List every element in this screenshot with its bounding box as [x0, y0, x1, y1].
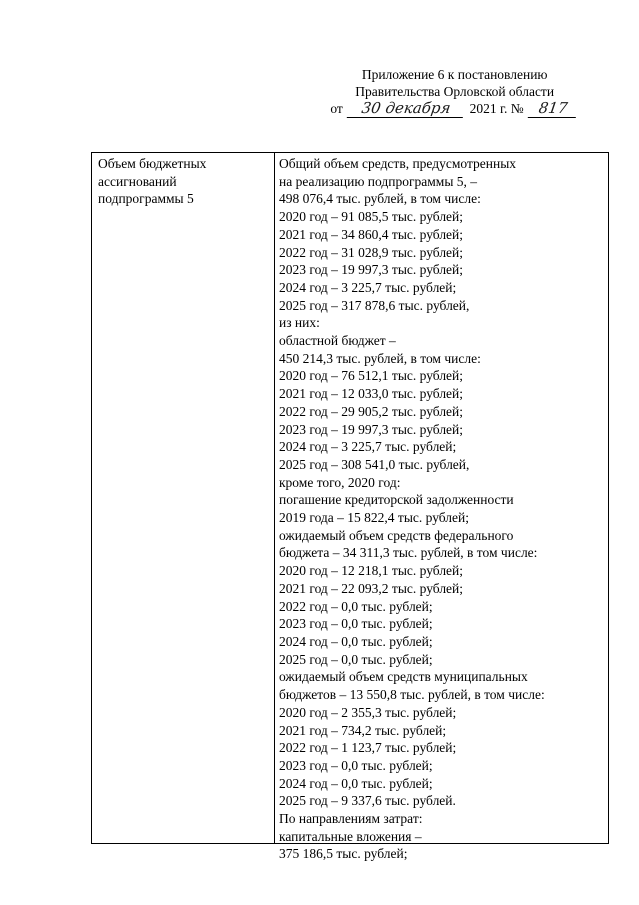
- table-content-line: 2023 год – 19 997,3 тыс. рублей;: [279, 262, 464, 278]
- table-content-line: По направлениям затрат:: [279, 811, 423, 827]
- table-content-line: на реализацию подпрограммы 5, –: [279, 173, 478, 189]
- table-content-line: 2020 год – 2 355,3 тыс. рублей;: [279, 704, 457, 720]
- table-content-line: 2022 год – 1 123,7 тыс. рублей;: [279, 740, 457, 756]
- table-content-line: 2020 год – 91 085,5 тыс. рублей;: [279, 209, 464, 225]
- table-content-line: 2025 год – 317 878,6 тыс. рублей,: [279, 297, 470, 313]
- table-content-line: 2022 год – 29 905,2 тыс. рублей;: [279, 403, 464, 419]
- year-number-label: 2021 г. №: [469, 101, 524, 116]
- handwritten-date: 30 декабря: [347, 100, 466, 118]
- table-content-line: ожидаемый объем средств федерального: [279, 527, 514, 543]
- table-content-line: 2021 год – 734,2 тыс. рублей;: [279, 722, 447, 738]
- table-label-cell: [92, 153, 275, 843]
- table-content-line: 2025 год – 308 541,0 тыс. рублей,: [279, 456, 470, 472]
- resolution-date-line: [330, 100, 579, 118]
- table-content-line: ожидаемый объем средств муниципальных: [279, 669, 528, 685]
- table-content-line: 2021 год – 12 033,0 тыс. рублей;: [279, 386, 464, 402]
- table-content-line: 2020 год – 12 218,1 тыс. рублей;: [279, 563, 464, 579]
- table-label-line: ассигнований: [98, 173, 177, 189]
- table-content-line: 2023 год – 0,0 тыс. рублей;: [279, 616, 433, 632]
- table-content-line: 2024 год – 0,0 тыс. рублей;: [279, 775, 433, 791]
- table-content-line: 2020 год – 76 512,1 тыс. рублей;: [279, 368, 464, 384]
- table-content-line: бюджетов – 13 550,8 тыс. рублей, в том числе:: [279, 687, 545, 703]
- table-content-line: 498 076,4 тыс. рублей, в том числе:: [279, 191, 481, 207]
- table-content-line: Общий объем средств, предусмотренных: [279, 156, 517, 171]
- appendix-header: [330, 66, 579, 118]
- table-content-line: 2021 год – 22 093,2 тыс. рублей;: [279, 580, 464, 596]
- table-content-line: кроме того, 2020 год:: [279, 474, 401, 490]
- table-content-line: 2022 год – 31 028,9 тыс. рублей;: [279, 244, 464, 260]
- table-label-line: подпрограммы 5: [98, 191, 194, 207]
- table-content-line: 450 214,3 тыс. рублей, в том числе:: [279, 350, 481, 366]
- table-content-line: 2024 год – 3 225,7 тыс. рублей;: [279, 439, 457, 455]
- table-content-line: 2022 год – 0,0 тыс. рублей;: [279, 598, 433, 614]
- table-content-line: 2025 год – 0,0 тыс. рублей;: [279, 651, 433, 667]
- table-content-cell: [275, 153, 608, 862]
- date-prefix: от: [330, 101, 343, 116]
- government-name: Правительства Орловской области: [355, 84, 555, 99]
- table-content-line: 375 186,5 тыс. рублей;: [279, 846, 408, 862]
- handwritten-number: 817: [528, 100, 579, 118]
- table-content-line: 2025 год – 9 337,6 тыс. рублей.: [279, 793, 456, 809]
- appendix-title: Приложение 6 к постановлению: [361, 67, 548, 82]
- table-content-line: капитальные вложения –: [279, 828, 422, 844]
- table-content-line: из них:: [279, 315, 320, 331]
- table-content-line: 2024 год – 3 225,7 тыс. рублей;: [279, 279, 457, 295]
- table-content-line: погашение кредиторской задолженности: [279, 492, 514, 508]
- table-content-line: 2023 год – 19 997,3 тыс. рублей;: [279, 421, 464, 437]
- table-label-line: Объем бюджетных: [98, 156, 207, 171]
- table-content-line: бюджета – 34 311,3 тыс. рублей, в том числе:: [279, 545, 538, 561]
- budget-table: [91, 152, 609, 862]
- table-content-line: 2019 года – 15 822,4 тыс. рублей;: [279, 510, 470, 526]
- table-content-line: областной бюджет –: [279, 333, 396, 349]
- table-content-line: 2021 год – 34 860,4 тыс. рублей;: [279, 226, 464, 242]
- table-content-line: 2023 год – 0,0 тыс. рублей;: [279, 757, 433, 773]
- table-content-line: 2024 год – 0,0 тыс. рублей;: [279, 633, 433, 649]
